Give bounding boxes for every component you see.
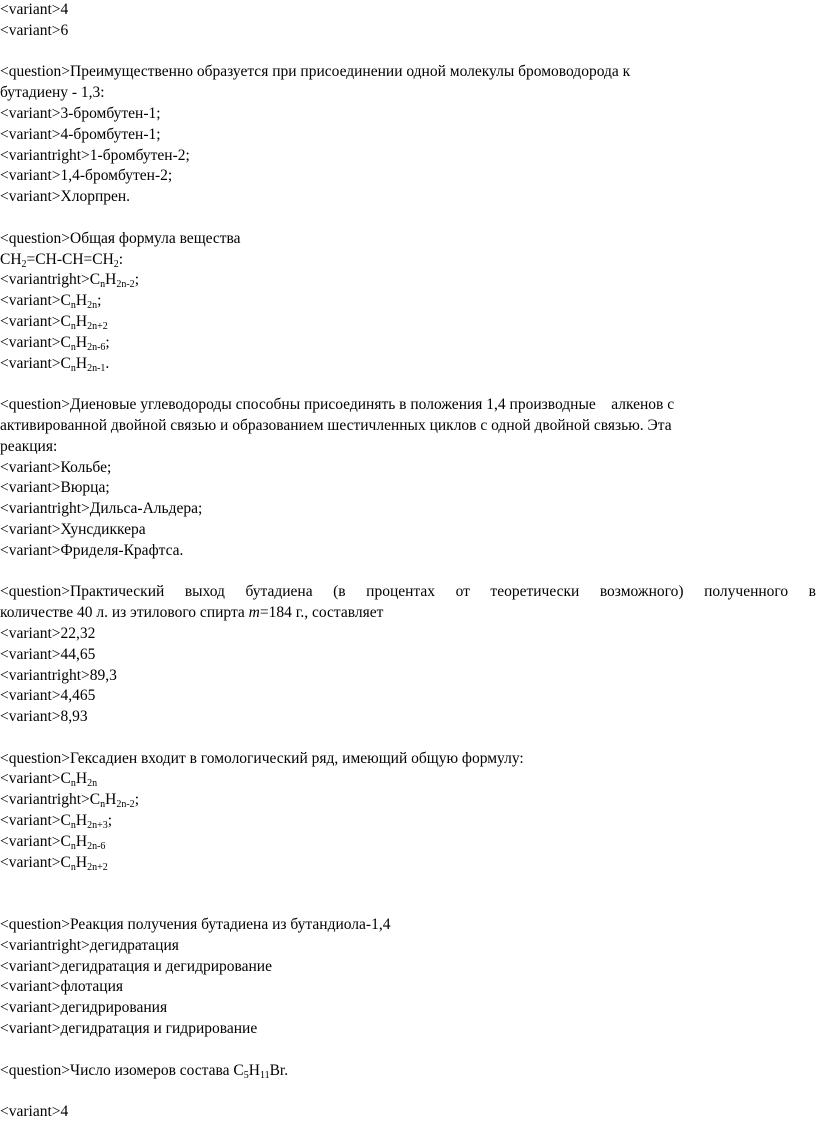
variant-line: $<variant>C_nH_{2n-1}$. xyxy=(0,354,110,374)
variant-line: <variant>4-бромбутен-1; xyxy=(0,125,161,143)
question-text: <question>Реакция получения бутадиена из бутандиола-1,4 xyxy=(0,916,391,934)
variant-line: <variant>3-бромбутен-1; xyxy=(0,104,161,122)
variant-line: <variant>Фриделя-Крафтса. xyxy=(0,541,184,559)
variant-line: <variant>1,4-бромбутен-2; xyxy=(0,167,173,185)
question-text-cont: реакция: xyxy=(0,437,58,455)
variant-line: <variant>4 xyxy=(0,1103,69,1121)
variant-line: <variant>дегидратация и гидрирование xyxy=(0,1020,258,1038)
question-text: <question>Общая формула вещества xyxy=(0,229,241,247)
question-text: <question>Преимущественно образуется при присоединении одной молекулы бромоводорода к xyxy=(0,63,631,81)
variant-right-line: $<variantright>C_nH_{2n-2}$; xyxy=(0,271,139,291)
variant-right-line: <variantright>Дильса-Альдера; xyxy=(0,500,203,518)
question-text: <question>Практический выход бутадиена (в процентах от теоретически возможного) полученного в xyxy=(0,583,816,601)
question-text: <question>Диеновые углеводороды способны присоединять в положения 1,4 производные алкенов с xyxy=(0,396,675,414)
variant-line: $<variant>C_nH_{2n-6}$ xyxy=(0,832,106,852)
variant-right-line: $<variantright>C_nH_{2n-2}$; xyxy=(0,791,139,811)
question-text-cont: бутадиену - 1,3: xyxy=(0,84,105,102)
variant-line: $<variant>C_nH_{2n}$ xyxy=(0,770,98,790)
variant-line: $<variant>C_nH_{2n+3}$; xyxy=(0,812,113,832)
variant-line: <variant>Хлорпрен. xyxy=(0,188,131,206)
variant-line: <variant>дегидрирования xyxy=(0,999,168,1017)
variant-line: $<variant>C_nH_{2n+2}$ xyxy=(0,312,108,332)
question-text: <question>Гексадиен входит в гомологический ряд, имеющий общую формулу: xyxy=(0,749,524,767)
variant-line: <variant>4 xyxy=(0,1,69,18)
variant-line: <variant>6 xyxy=(0,21,69,39)
variant-line: <variant>22,32 xyxy=(0,624,96,642)
question-text: <question>Число изомеров состава $C_5H_{11}Br$. xyxy=(0,1061,289,1081)
variant-line: <variant>8,93 xyxy=(0,708,88,726)
formula-line: $CH_2=CH-CH=CH_2$: xyxy=(0,250,124,270)
variant-line: <variant>4,465 xyxy=(0,687,96,705)
variant-line: $<variant>C_nH_{2n+2}$ xyxy=(0,853,108,873)
question-text-cont: количестве 40 л. из этилового спирта m=184 г., составляет xyxy=(0,604,384,622)
question-text-cont: активированной двойной связью и образованием шестичленных циклов с одной двойной связью. Эта xyxy=(0,416,672,434)
variant-line: <variant>44,65 xyxy=(0,645,96,663)
variant-right-line: <variantright>1-бромбутен-2; xyxy=(0,146,190,164)
variant-line: <variant>Кольбе; xyxy=(0,458,112,476)
variant-line: <variant>Вюрца; xyxy=(0,479,110,497)
variant-line: $<variant>C_nH_{2n-6}$; xyxy=(0,333,110,353)
variant-line: <variant>Хунсдиккера xyxy=(0,520,146,538)
variant-right-line: <variantright>дегидратация xyxy=(0,936,179,954)
variant-line: <variant>флотация xyxy=(0,978,124,996)
variant-line: $<variant>C_nH_{2n}$; xyxy=(0,292,102,312)
variant-right-line: <variantright>89,3 xyxy=(0,666,117,684)
variant-line: <variant>дегидратация и дегидрирование xyxy=(0,957,272,975)
